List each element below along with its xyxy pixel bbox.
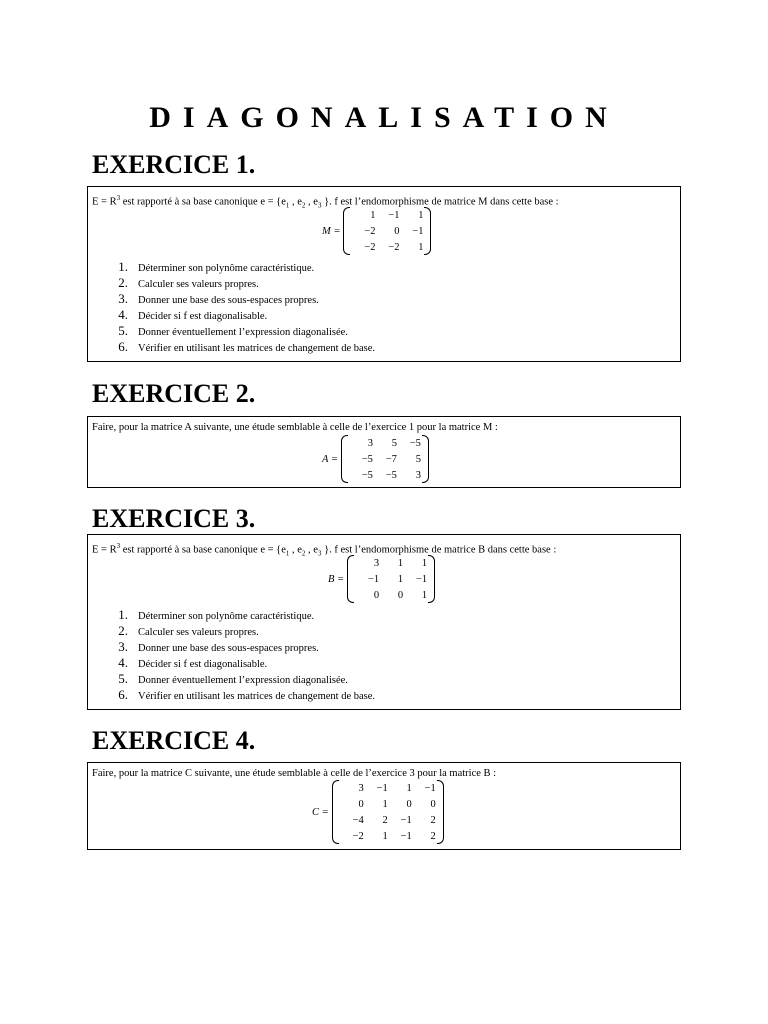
matrix-cell: −7 — [385, 453, 397, 465]
matrix-b-body — [347, 555, 435, 603]
exercise-1-questions — [112, 259, 375, 355]
exercise-3-box — [87, 534, 681, 710]
matrix-cell: −5 — [361, 469, 373, 481]
matrix-cell: 1 — [382, 830, 388, 842]
matrix-cell: 3 — [415, 469, 421, 481]
list-item: 2. Calculer ses valeurs propres. — [118, 275, 259, 290]
matrix-cell: 3 — [358, 782, 364, 794]
exercise-1-intro: $E = R^3$ est rapporté à sa base canonique $e = \{e_1$ , $e_2$ , $e_3$ }. f est l’endomorphisme de matrice M dans cette base : — [92, 194, 559, 210]
matrix-cell: −1 — [400, 814, 412, 826]
matrix-cell: 2 — [382, 814, 388, 826]
matrix-m-body — [343, 207, 431, 255]
matrix-cell: −1 — [367, 573, 380, 585]
matrix-cell: −1 — [400, 830, 412, 842]
matrix-cell: 1 — [418, 241, 424, 253]
matrix-cell: −1 — [376, 782, 388, 794]
exercise-3-questions — [112, 607, 375, 703]
matrix-cell: 1 — [382, 798, 388, 810]
exercise-3-heading: EXERCICE 3. — [92, 504, 256, 533]
matrix-m-label: M = — [322, 225, 341, 237]
exercise-2-intro: Faire, pour la matrice A suivante, une étude semblable à celle de l’exercice 1 pour la matrice M : — [92, 422, 498, 433]
matrix-cell: 1 — [397, 557, 404, 569]
matrix-c-body — [332, 780, 444, 844]
list-item: 1. Déterminer son polynôme caractéristique. — [118, 607, 315, 622]
exercise-1-heading: EXERCICE 1. — [92, 150, 256, 179]
matrix-cell: −1 — [415, 573, 428, 585]
matrix-cell: 1 — [397, 573, 404, 585]
matrix-cell: 5 — [415, 453, 421, 465]
list-item: 5. Donner éventuellement l’expression diagonalisée. — [118, 323, 348, 338]
matrix-b-label: B = — [328, 573, 345, 585]
matrix-a-label: A = — [322, 453, 338, 465]
matrix-b — [328, 555, 435, 603]
matrix-cell: 1 — [421, 557, 428, 569]
matrix-a-body — [341, 435, 429, 483]
matrix-a — [322, 435, 429, 483]
matrix-cell: 2 — [430, 814, 436, 826]
matrix-cell: −2 — [364, 241, 376, 253]
matrix-cell: −5 — [409, 437, 421, 449]
matrix-cell: −2 — [388, 241, 400, 253]
exercise-4-intro: Faire, pour la matrice C suivante, une étude semblable à celle de l’exercice 3 pour la matrice B : — [92, 768, 497, 779]
list-item: 1. Déterminer son polynôme caractéristique. — [118, 259, 315, 274]
list-item: 4. Décider si f est diagonalisable. — [118, 307, 268, 322]
matrix-cell: 1 — [421, 589, 428, 601]
exercise-1-box — [87, 186, 681, 362]
list-item: 3. Donner une base des sous-espaces propres. — [118, 291, 319, 306]
matrix-cell: 2 — [430, 830, 436, 842]
list-item: 4. Décider si f est diagonalisable. — [118, 655, 268, 670]
matrix-cell: 3 — [373, 557, 380, 569]
matrix-cell: 1 — [418, 209, 424, 221]
page-title: DIAGONALISATION — [149, 101, 619, 134]
list-item: 5. Donner éventuellement l’expression diagonalisée. — [118, 671, 348, 686]
exercise-3-intro: $E = R^3$ est rapporté à sa base canonique $e = \{e_1$ , $e_2$ , $e_3$ }. f est l’endomorphisme de matrice B dans cette base : — [92, 542, 557, 558]
matrix-cell: 0 — [397, 589, 404, 601]
exercise-2-heading: EXERCICE 2. — [92, 379, 256, 408]
matrix-cell: −5 — [361, 453, 373, 465]
list-item: 6. Vérifier en utilisant les matrices de changement de base. — [118, 687, 376, 702]
matrix-cell: 0 — [358, 798, 364, 810]
matrix-cell: 0 — [430, 798, 436, 810]
matrix-cell: 0 — [394, 225, 400, 237]
list-item: 3. Donner une base des sous-espaces propres. — [118, 639, 319, 654]
matrix-cell: 1 — [406, 782, 412, 794]
matrix-cell: 0 — [406, 798, 412, 810]
matrix-m — [322, 207, 431, 255]
exercise-2-box — [87, 416, 681, 488]
exercise-4-heading: EXERCICE 4. — [92, 726, 256, 755]
matrix-cell: 1 — [370, 209, 376, 221]
matrix-c — [312, 780, 444, 844]
matrix-cell: 5 — [391, 437, 397, 449]
exercise-4-box — [87, 762, 681, 850]
list-item: 6. Vérifier en utilisant les matrices de changement de base. — [118, 339, 376, 354]
matrix-cell: −5 — [385, 469, 397, 481]
matrix-cell: −2 — [364, 225, 376, 237]
matrix-cell: −1 — [412, 225, 424, 237]
matrix-cell: −1 — [424, 782, 436, 794]
matrix-c-label: C = — [312, 806, 329, 818]
matrix-cell: −4 — [352, 814, 364, 826]
matrix-cell: −1 — [388, 209, 400, 221]
matrix-cell: 0 — [373, 589, 380, 601]
matrix-cell: −2 — [352, 830, 364, 842]
list-item: 2. Calculer ses valeurs propres. — [118, 623, 259, 638]
matrix-cell: 3 — [367, 437, 373, 449]
